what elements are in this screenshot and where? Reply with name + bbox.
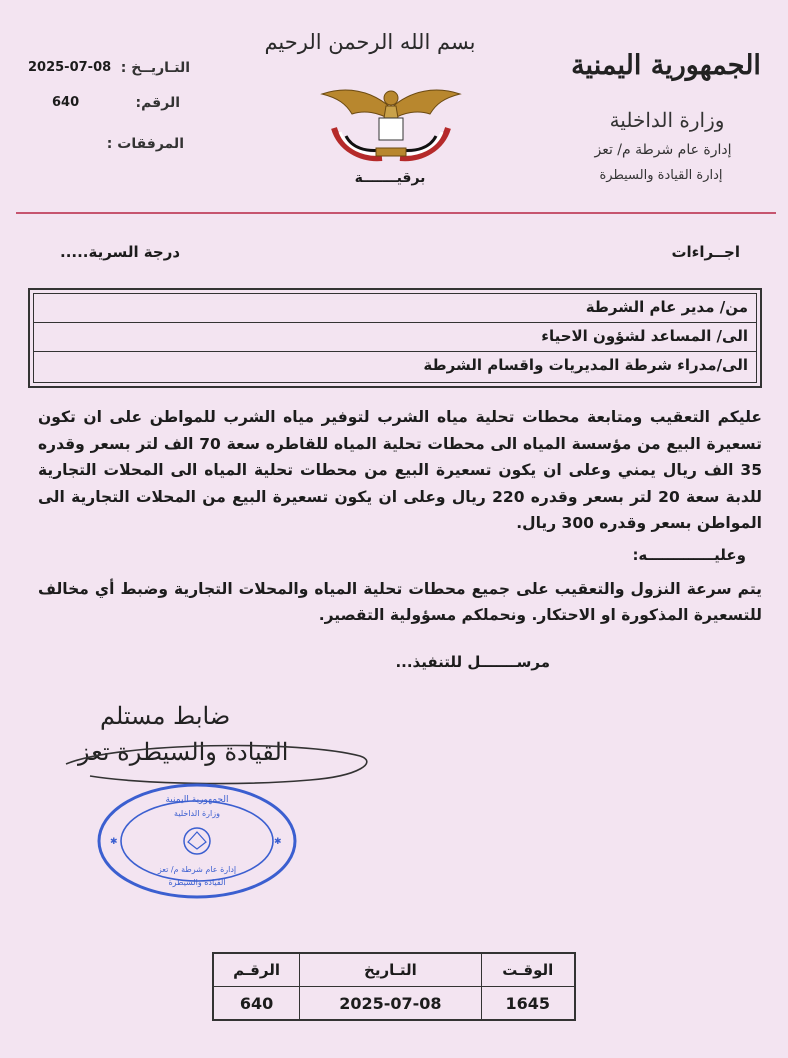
footer-date-value: 2025-07-08	[300, 987, 481, 1021]
ministry-name: وزارة الداخلية	[609, 108, 725, 132]
department-name: إدارة عام شرطة م/ تعز	[594, 142, 732, 158]
time-value: 1645	[481, 987, 575, 1021]
svg-text:إدارة عام شرطة م/ تعز: إدارة عام شرطة م/ تعز	[157, 865, 237, 874]
secrecy-level: درجة السرية.....	[60, 243, 181, 261]
address-from: من/ مدير عام الشرطة	[34, 294, 756, 323]
address-to-directors: الى/مدراء شرطة المديريات واقسام الشرطة	[423, 356, 748, 375]
basmala: بسم الله الرحمن الرحيم	[264, 30, 476, 54]
procedures-label: اجــراءات	[671, 243, 740, 261]
document-type: برقيـــــــة	[354, 170, 426, 186]
header-divider	[16, 212, 776, 214]
therefore-label: وعليـــــــــــــه:	[632, 546, 746, 564]
address-table	[28, 288, 762, 388]
footer-header-row	[213, 953, 575, 987]
date-header: التـاريخ	[300, 953, 481, 987]
number-label: الرقم:	[135, 95, 180, 111]
svg-text:الجمهورية اليمنية: الجمهورية اليمنية	[165, 795, 229, 805]
footer-value-row	[213, 987, 575, 1021]
signature-unit: القيادة والسيطرة تعز	[78, 738, 289, 766]
eagle-emblem-icon	[316, 68, 466, 168]
sent-for-execution: مرســـــــل للتنفيذ...	[395, 653, 550, 671]
date-value: 2025-07-08	[28, 60, 112, 75]
date-label: التـاريــخ :	[120, 60, 190, 76]
svg-text:✱: ✱	[110, 837, 118, 847]
number-value: 640	[52, 95, 80, 110]
gov-name: الجمهورية اليمنية	[571, 50, 761, 81]
footer-number-value: 640	[213, 987, 300, 1021]
time-header: الوقـت	[481, 953, 575, 987]
signature-officer: ضابط مستلم	[100, 702, 231, 730]
svg-text:القيادة والسيطرة: القيادة والسيطرة	[168, 878, 226, 887]
instruction-paragraph: يتم سرعة النزول والتعقيب على جميع محطات تحلية المياه والمحلات التجارية وضبط أي مخالف للتسعيرة المذكورة او الاحتكار. ونحملكم مسؤولية التقصير.	[38, 580, 762, 624]
unit-name: إدارة القيادة والسيطرة	[599, 168, 723, 183]
address-to-assistant: الى/ المساعد لشؤون الاحياء	[34, 323, 756, 352]
body-paragraph: عليكم التعقيب ومتابعة محطات تحلية مياه الشرب لتوفير مياه الشرب للمواطن على ان تكون تسعيرة البيع من مؤسسة المياه الى محطات تحلية المياه للقاطره سعة 70 الف لتر بسعر وقدره 35 الف ريال يمني وعلى ان يكون تسعيرة البيع من محطات تحلية المياه الى المحلات التجارية للدبة سعة 20 لتر بسعر وقدره 220 ريال وعلى ان يكون تسعيرة البيع من المحلات التجارية الى المواطن بسعر وقدره 300 ريال.	[38, 408, 762, 532]
number-header: الرقـم	[213, 953, 300, 987]
attachments-label: المرفقات :	[106, 136, 184, 152]
official-stamp	[96, 782, 298, 900]
svg-text:وزارة الداخلية: وزارة الداخلية	[174, 809, 220, 818]
footer-table	[212, 952, 576, 1021]
svg-text:✱: ✱	[274, 837, 282, 847]
